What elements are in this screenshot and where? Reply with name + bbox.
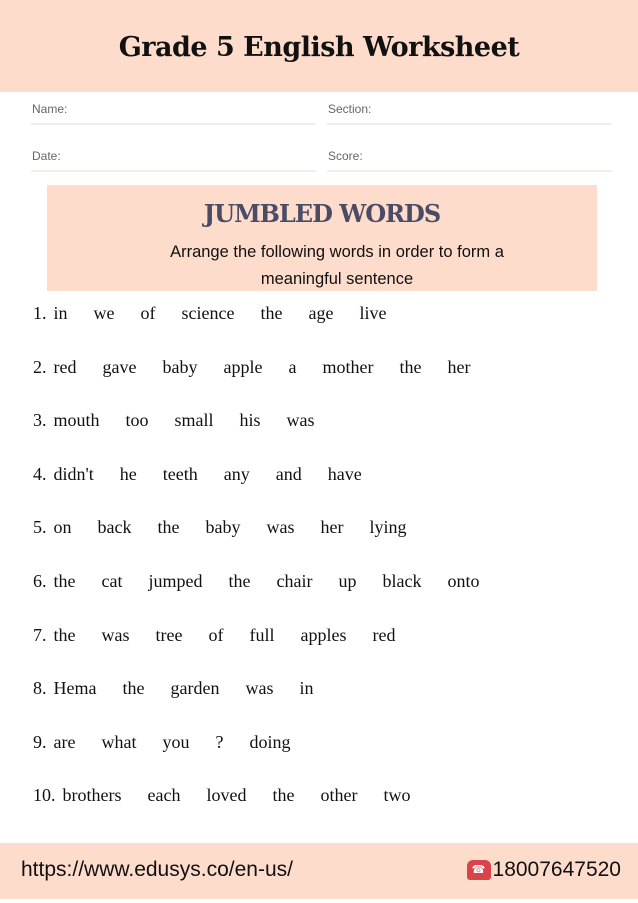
question-row bbox=[33, 678, 339, 699]
jumbled-word: chair bbox=[276, 571, 313, 591]
question-row bbox=[33, 464, 388, 485]
question-number: 1. bbox=[33, 303, 47, 323]
footer bbox=[0, 843, 638, 899]
name-field[interactable] bbox=[31, 99, 316, 125]
jumbled-word: baby bbox=[162, 356, 198, 377]
jumbled-word: was bbox=[266, 517, 295, 538]
jumbled-word: didn't bbox=[53, 463, 94, 484]
telephone-icon: ☎ bbox=[467, 860, 491, 880]
jumbled-word: cat bbox=[101, 571, 123, 591]
jumbled-word: are bbox=[53, 731, 76, 752]
jumbled-word: the bbox=[272, 785, 295, 806]
question-row bbox=[33, 732, 317, 753]
question-row bbox=[33, 785, 436, 806]
jumbled-word: was bbox=[245, 678, 274, 699]
jumbled-word: apples bbox=[300, 624, 347, 645]
jumbled-word: apple bbox=[223, 356, 263, 377]
jumbled-word: any bbox=[223, 463, 250, 484]
jumbled-word: two bbox=[383, 785, 411, 806]
jumbled-word: we bbox=[93, 303, 115, 323]
jumbled-word: garden bbox=[170, 678, 220, 699]
jumbled-word: the bbox=[399, 356, 422, 377]
jumbled-word: was bbox=[286, 410, 315, 431]
jumbled-word: up bbox=[338, 571, 357, 591]
website-link[interactable]: https://www.edusys.co/en-us/ bbox=[21, 858, 293, 881]
jumbled-word: mouth bbox=[53, 410, 100, 431]
jumbled-word: the bbox=[228, 571, 251, 591]
jumbled-word: doing bbox=[249, 731, 291, 752]
jumbled-word: red bbox=[372, 624, 396, 645]
jumbled-word: brothers bbox=[62, 785, 122, 806]
jumbled-word: what bbox=[101, 731, 137, 752]
question-number: 2. bbox=[33, 356, 47, 377]
date-field[interactable] bbox=[31, 146, 316, 172]
jumbled-word: her bbox=[447, 356, 471, 377]
jumbled-word: and bbox=[275, 463, 302, 484]
section-field[interactable] bbox=[327, 99, 612, 125]
phone-number: 18007647520 bbox=[492, 858, 621, 881]
jumbled-word: back bbox=[97, 517, 132, 538]
instructions-box bbox=[47, 185, 597, 291]
jumbled-word: science bbox=[181, 303, 235, 323]
jumbled-word: each bbox=[147, 785, 181, 806]
jumbled-word: the bbox=[157, 517, 180, 538]
jumbled-word: the bbox=[53, 571, 76, 591]
jumbled-word: her bbox=[320, 517, 344, 538]
instructions-text: Arrange the following words in order to form a meaningful sentence bbox=[170, 243, 504, 288]
section-title: JUMBLED WORDS bbox=[203, 199, 441, 228]
page-title: Grade 5 English Worksheet bbox=[118, 32, 520, 63]
score-field[interactable] bbox=[327, 146, 612, 172]
question-number: 6. bbox=[33, 571, 47, 591]
date-label: Date: bbox=[32, 149, 61, 163]
question-number: 5. bbox=[33, 517, 47, 538]
jumbled-word: you bbox=[162, 731, 190, 752]
header-banner bbox=[0, 0, 638, 92]
phone-contact[interactable] bbox=[467, 858, 621, 882]
jumbled-word: mother bbox=[322, 356, 374, 377]
jumbled-word: black bbox=[382, 571, 422, 591]
question-number: 10. bbox=[33, 785, 56, 806]
name-label: Name: bbox=[32, 102, 68, 116]
question-row bbox=[33, 517, 432, 538]
jumbled-word: ? bbox=[215, 731, 224, 752]
jumbled-word: the bbox=[122, 678, 145, 699]
jumbled-word: lying bbox=[369, 517, 407, 538]
question-row bbox=[33, 357, 496, 378]
question-row bbox=[33, 303, 412, 324]
jumbled-word: tree bbox=[155, 624, 183, 645]
jumbled-word: of bbox=[208, 624, 224, 645]
score-label: Score: bbox=[328, 149, 363, 163]
jumbled-word: other bbox=[320, 785, 358, 806]
jumbled-word: his bbox=[239, 410, 261, 431]
jumbled-word: onto bbox=[447, 571, 480, 591]
question-row bbox=[33, 410, 341, 431]
jumbled-word: the bbox=[260, 303, 283, 323]
jumbled-word: in bbox=[299, 678, 314, 699]
jumbled-word: the bbox=[53, 624, 76, 645]
jumbled-word: jumped bbox=[148, 571, 203, 591]
question-number: 8. bbox=[33, 678, 47, 699]
jumbled-word: gave bbox=[102, 356, 137, 377]
jumbled-word: was bbox=[101, 624, 130, 645]
jumbled-word: full bbox=[249, 624, 275, 645]
section-label: Section: bbox=[328, 102, 372, 116]
question-row bbox=[33, 571, 505, 592]
jumbled-word: age bbox=[308, 303, 334, 323]
jumbled-word: red bbox=[53, 356, 77, 377]
jumbled-word: a bbox=[288, 356, 297, 377]
jumbled-word: baby bbox=[205, 517, 241, 538]
jumbled-word: loved bbox=[206, 785, 247, 806]
jumbled-word: small bbox=[174, 410, 214, 431]
question-number: 3. bbox=[33, 410, 47, 431]
jumbled-word: Hema bbox=[53, 678, 97, 699]
question-row bbox=[33, 625, 421, 646]
jumbled-word: teeth bbox=[162, 463, 198, 484]
jumbled-word: live bbox=[359, 303, 387, 323]
jumbled-word: of bbox=[140, 303, 156, 323]
jumbled-word: on bbox=[53, 517, 72, 538]
question-number: 9. bbox=[33, 731, 47, 752]
question-number: 4. bbox=[33, 463, 47, 484]
jumbled-word: he bbox=[119, 463, 137, 484]
jumbled-word: in bbox=[53, 303, 68, 323]
jumbled-word: too bbox=[125, 410, 149, 431]
question-number: 7. bbox=[33, 624, 47, 645]
jumbled-word: have bbox=[327, 463, 362, 484]
